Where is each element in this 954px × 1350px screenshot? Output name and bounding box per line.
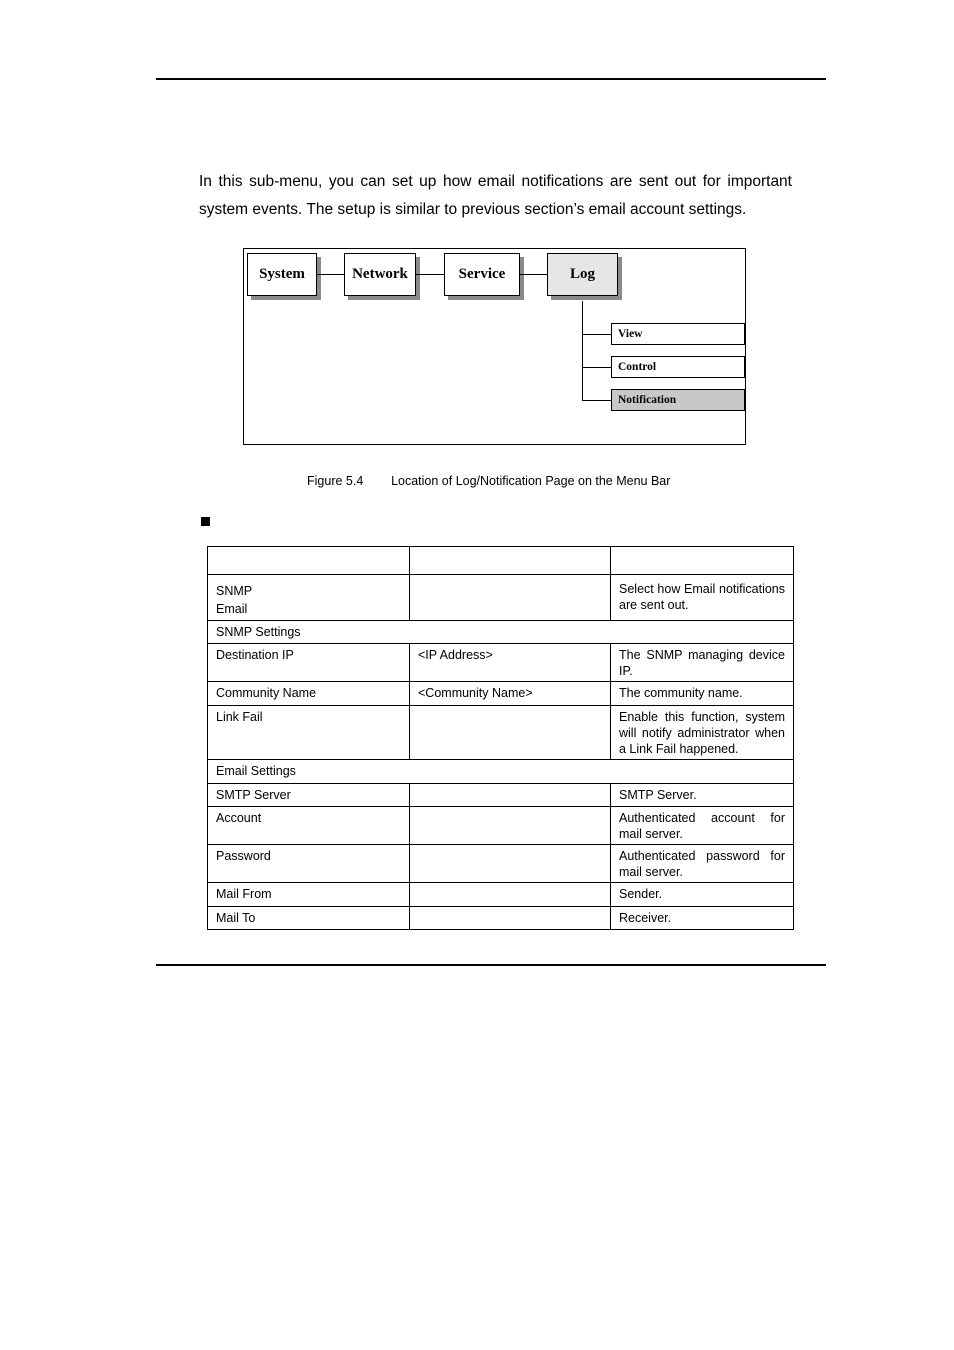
- param-name: SNMP: [216, 584, 253, 598]
- param-desc-cell: Authenticated password for mail server.: [611, 845, 794, 883]
- param-desc-cell: SMTP Server.: [611, 784, 794, 807]
- table-row: [208, 644, 794, 682]
- menu-box-service: Service: [444, 253, 520, 296]
- param-value-cell: [410, 907, 611, 930]
- param-name-cell: Mail To: [208, 907, 410, 930]
- param-desc-cell: Enable this function, system will notify administrator when a Link Fail happened.: [611, 706, 794, 760]
- menu-box-log: Log: [547, 253, 618, 296]
- table-row: [208, 784, 794, 807]
- param-name: Email: [216, 602, 248, 616]
- param-name-cell: Link Fail: [208, 706, 410, 760]
- table-row: [208, 575, 794, 621]
- param-desc-cell: The community name.: [611, 682, 794, 706]
- table-header-cell: [611, 547, 794, 575]
- param-value-cell: <IP Address>: [410, 644, 611, 682]
- table-row: [208, 907, 794, 930]
- intro-paragraph: In this sub-menu, you can set up how email notifications are sent out for important system events. The setup is similar to previous section’s email account settings.: [199, 173, 792, 218]
- submenu-branch: [582, 334, 611, 335]
- section-label: Email Settings: [208, 760, 794, 784]
- table-row: [208, 706, 794, 760]
- param-value-cell: <Community Name>: [410, 682, 611, 706]
- submenu-branch: [582, 367, 611, 368]
- param-value-cell: [410, 883, 611, 907]
- param-value-cell: [410, 807, 611, 845]
- section-label: SNMP Settings: [208, 621, 794, 644]
- table-header-cell: [410, 547, 611, 575]
- param-value-cell: [410, 706, 611, 760]
- figure-caption: Figure 5.4 Location of Log/Notification Page on the Menu Bar: [307, 474, 671, 488]
- param-name-cell: Destination IP: [208, 644, 410, 682]
- param-name-cell: Mail From: [208, 883, 410, 907]
- table-section-row: [208, 760, 794, 784]
- param-name-cell: SMTP Server: [208, 784, 410, 807]
- param-value-cell: [410, 845, 611, 883]
- footer-rule: [156, 964, 826, 966]
- menu-box-network: Network: [344, 253, 416, 296]
- submenu-branch: [582, 400, 611, 401]
- param-desc-cell: Receiver.: [611, 907, 794, 930]
- table-row: [208, 682, 794, 706]
- menu-connector: [520, 274, 547, 275]
- header-rule: [156, 78, 826, 80]
- param-name-cell: Community Name: [208, 682, 410, 706]
- table-header-row: [208, 547, 794, 575]
- submenu-trunk: [582, 301, 583, 401]
- param-value-cell: [410, 575, 611, 621]
- bullet-square: [201, 517, 210, 526]
- table-section-row: [208, 621, 794, 644]
- param-desc-cell: Sender.: [611, 883, 794, 907]
- menu-box-system: System: [247, 253, 317, 296]
- submenu-box-control: Control: [611, 356, 745, 378]
- param-desc-cell: Select how Email notifications are sent out.: [611, 575, 794, 621]
- menu-connector: [317, 274, 344, 275]
- param-desc-cell: The SNMP managing device IP.: [611, 644, 794, 682]
- table-row: [208, 845, 794, 883]
- param-value-cell: [410, 784, 611, 807]
- parameter-table: [207, 546, 794, 930]
- table-row: [208, 807, 794, 845]
- table-header-cell: [208, 547, 410, 575]
- param-name-cell: Password: [208, 845, 410, 883]
- param-name-cell: Account: [208, 807, 410, 845]
- submenu-box-view: View: [611, 323, 745, 345]
- param-desc-cell: Authenticated account for mail server.: [611, 807, 794, 845]
- submenu-box-notification: Notification: [611, 389, 745, 411]
- param-name-cell: [208, 575, 410, 621]
- menu-location-diagram: [243, 248, 746, 445]
- table-row: [208, 883, 794, 907]
- menu-connector: [416, 274, 444, 275]
